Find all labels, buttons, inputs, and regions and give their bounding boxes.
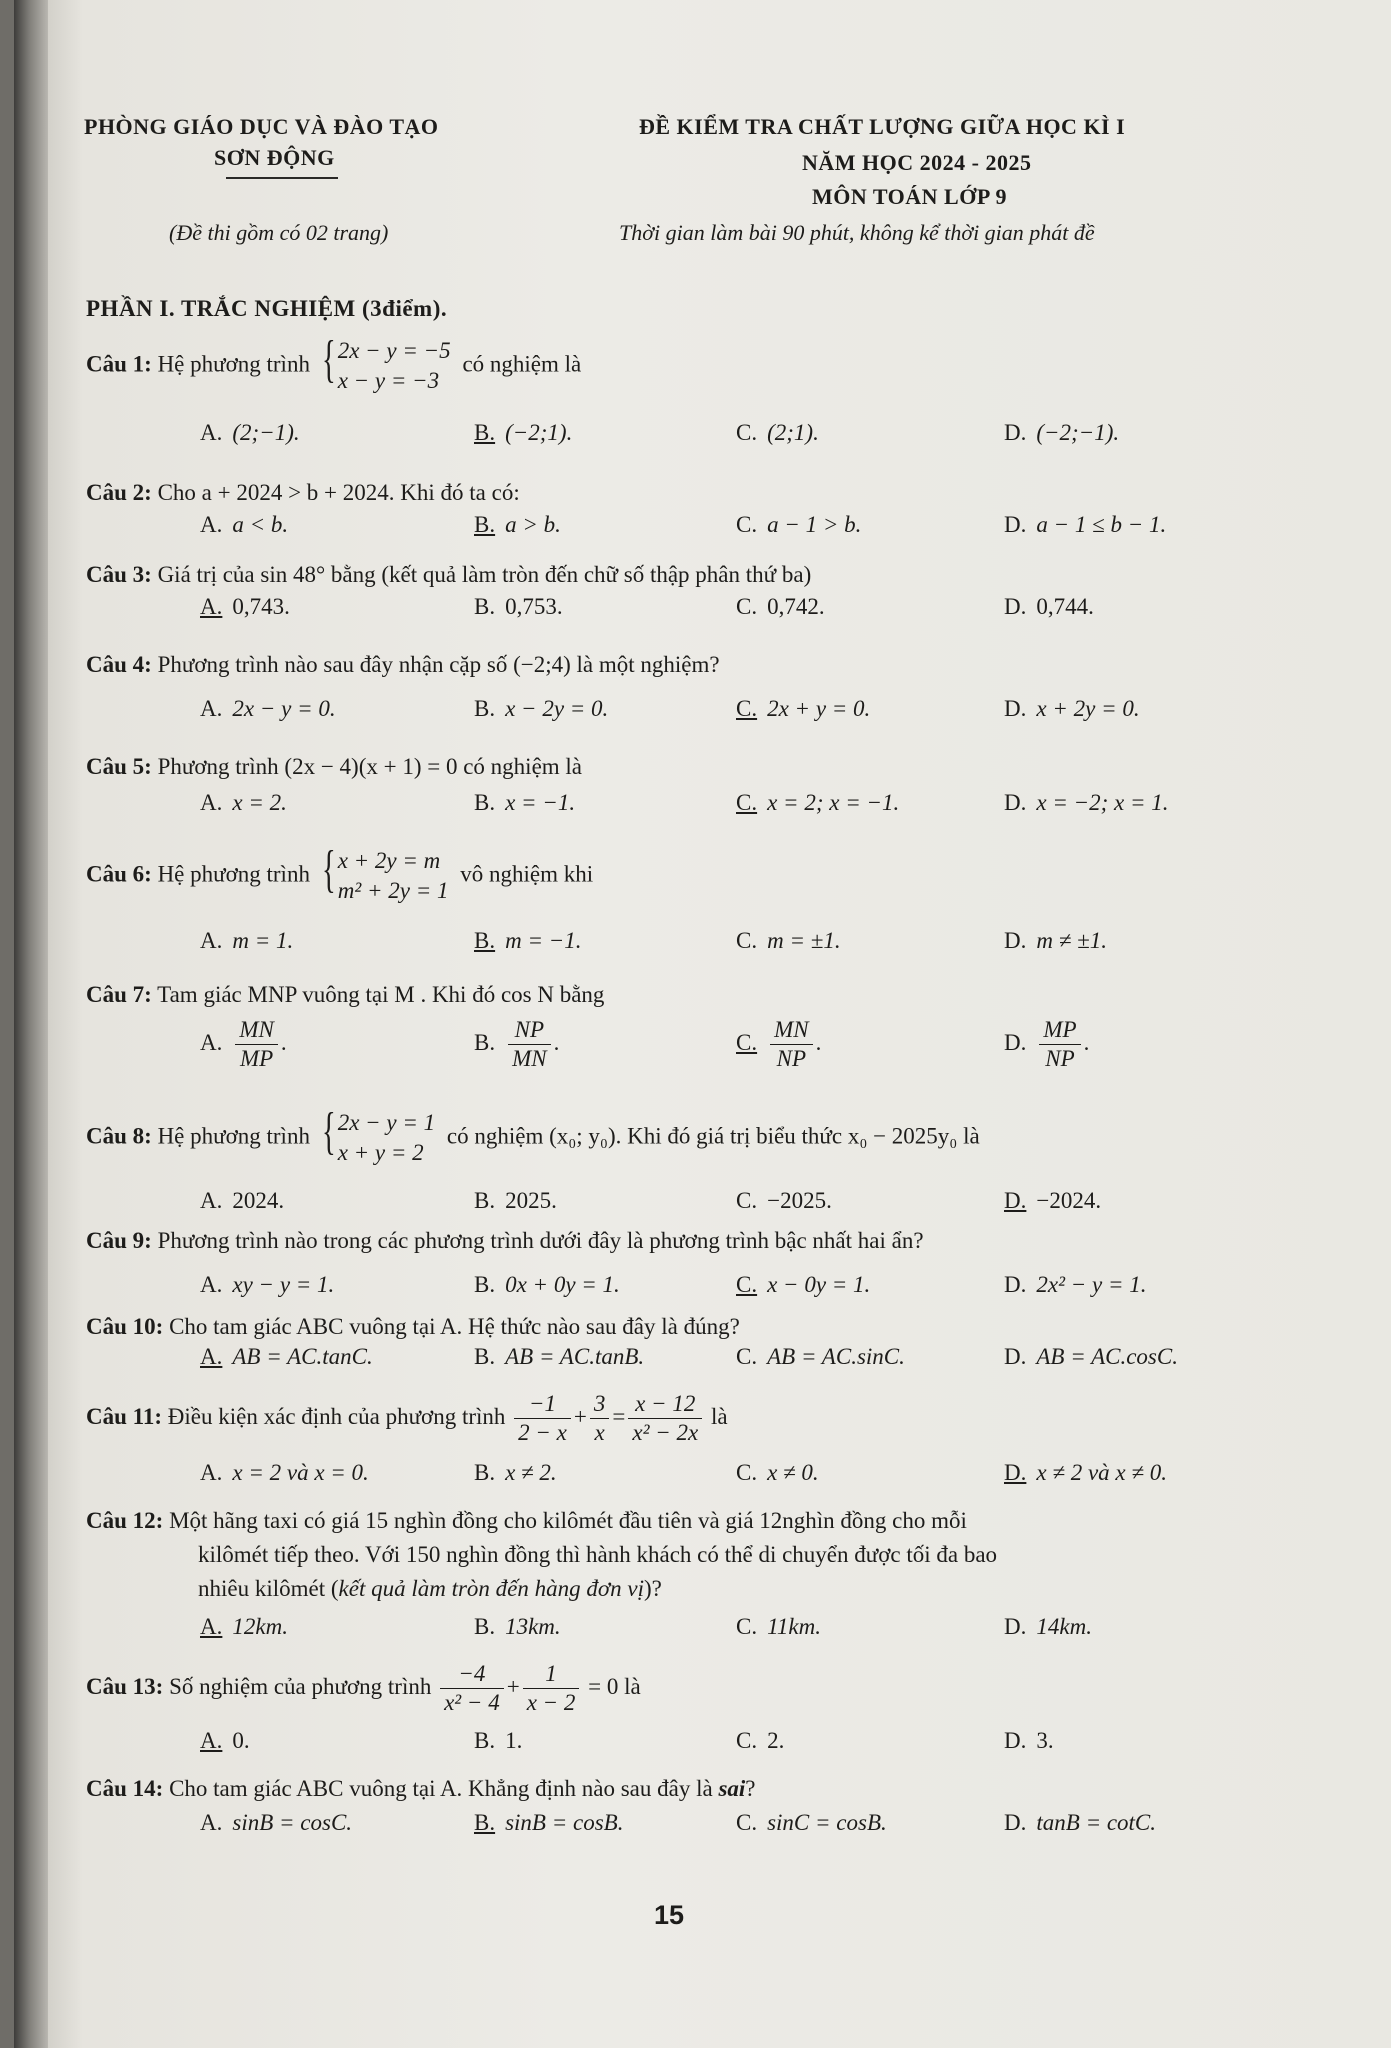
option-b: B. m = −1. <box>474 928 582 953</box>
options-14 <box>14 1810 1391 1844</box>
question-14: Câu 14: Cho tam giác ABC vuông tại A. Khẳng định nào sau đây là sai? <box>86 1776 756 1801</box>
equation-system: { x + 2y = m m² + 2y = 1 <box>321 841 449 903</box>
option-d: D. 14km. <box>1004 1614 1092 1639</box>
option-d: D. 2x² − y = 1. <box>1004 1272 1147 1297</box>
time-note: Thời gian làm bài 90 phút, không kể thời gian phát đề <box>619 220 1095 245</box>
question-4: Câu 4: Phương trình nào sau đây nhận cặp số (−2;4) là một nghiệm? <box>86 652 720 677</box>
option-b: B. $\frac{NP}{MN}$ . <box>474 1017 560 1071</box>
option-a: A. (2;−1). <box>200 420 300 445</box>
options-4 <box>14 696 1391 730</box>
exam-title: ĐỀ KIỂM TRA CHẤT LƯỢNG GIỮA HỌC KÌ I <box>639 114 1126 139</box>
option-a: A. x = 2 và x = 0. <box>200 1460 369 1485</box>
option-b: B. x − 2y = 0. <box>474 696 609 721</box>
options-13 <box>14 1728 1391 1762</box>
question-8: Câu 8: Hệ phương trình { 2x − y = 1 x + y = 2 có nghiệm (x₀; y₀). Khi đó giá trị biểu thức x₀ − 2025y₀ là <box>86 1108 1331 1168</box>
option-c: C. sinC = cosB. <box>736 1810 887 1835</box>
option-a: A. AB = AC.tanC. <box>200 1344 373 1369</box>
option-c: C. x = 2; x = −1. <box>736 790 900 815</box>
option-c: C. −2025. <box>736 1188 832 1213</box>
options-2 <box>14 512 1391 546</box>
option-d: D. a − 1 ≤ b − 1. <box>1004 512 1167 537</box>
option-a: A. sinB = cosC. <box>200 1810 353 1835</box>
school-year: NĂM HỌC 2024 - 2025 <box>802 150 1032 175</box>
option-b: B. x = −1. <box>474 790 576 815</box>
question-6: Câu 6: Hệ phương trình { x + 2y = m m² + 2y = 1 vô nghiệm khi <box>86 846 1331 906</box>
option-d: D. −2024. <box>1004 1188 1102 1213</box>
option-d: D. 0,744. <box>1004 594 1094 619</box>
options-11 <box>14 1460 1391 1494</box>
option-b: B. AB = AC.tanB. <box>474 1344 645 1369</box>
option-b: B. 2025. <box>474 1188 557 1213</box>
page-count-note: (Đề thi gồm có 02 trang) <box>169 220 389 245</box>
equation-system: { 2x − y = 1 x + y = 2 <box>321 1103 436 1165</box>
option-b: B. a > b. <box>474 512 561 537</box>
options-6 <box>14 928 1391 962</box>
option-b: B. (−2;1). <box>474 420 573 445</box>
option-d: D. AB = AC.cosC. <box>1004 1344 1178 1369</box>
option-c: C. 11km. <box>736 1614 821 1639</box>
section-title: PHẦN I. TRẮC NGHIỆM (3điểm). <box>86 296 448 321</box>
equation-system: { 2x − y = −5 x − y = −3 <box>321 331 451 393</box>
option-d: D. x ≠ 2 và x ≠ 0. <box>1004 1460 1167 1485</box>
question-1: Câu 1: Hệ phương trình { 2x − y = −5 x − y = −3 có nghiệm là <box>86 336 1331 396</box>
question-3: Câu 3: Giá trị của sin 48° bằng (kết quả làm tròn đến chữ số thập phân thứ ba) <box>86 562 812 587</box>
option-a: A. $\frac{MN}{MP}$ . <box>200 1017 287 1071</box>
option-b: B. x ≠ 2. <box>474 1460 557 1485</box>
option-b: B. sinB = cosB. <box>474 1810 624 1835</box>
option-a: A. 0. <box>200 1728 250 1753</box>
options-10 <box>14 1344 1391 1378</box>
option-d: D. x + 2y = 0. <box>1004 696 1140 721</box>
header-divider <box>226 177 338 179</box>
question-2: Câu 2: Cho a + 2024 > b + 2024. Khi đó ta có: <box>86 480 520 505</box>
option-d: D. (−2;−1). <box>1004 420 1120 445</box>
question-13: Câu 13: Số nghiệm của phương trình $\frac{-4}{\text{x² − 4}}$ + $\frac{1}{x - 2}$ = 0 là <box>86 1661 641 1715</box>
option-c: C. x ≠ 0. <box>736 1460 819 1485</box>
option-c: C. 0,742. <box>736 594 825 619</box>
option-c: C. m = ±1. <box>736 928 841 953</box>
options-5 <box>14 790 1391 824</box>
option-d: D. tanB = cotC. <box>1004 1810 1157 1835</box>
option-c: C. x − 0y = 1. <box>736 1272 871 1297</box>
options-3 <box>14 594 1391 628</box>
option-c: C. 2x + y = 0. <box>736 696 871 721</box>
option-c: C. AB = AC.sinC. <box>736 1344 905 1369</box>
option-a: A. 2024. <box>200 1188 285 1213</box>
options-9 <box>14 1272 1391 1306</box>
option-c: C. $\frac{MN}{NP}$ . <box>736 1017 822 1071</box>
question-7: Câu 7: Tam giác MNP vuông tại M . Khi đó cos N bằng <box>86 982 605 1007</box>
option-c: C. (2;1). <box>736 420 819 445</box>
question-11: Câu 11: Điều kiện xác định của phương trình $\frac{-1}{2 - x}$ + $\frac{3}{x}$ = $\frac{x - 12}{\text{x² − 2x}}$ là <box>86 1391 728 1445</box>
page-number: 15 <box>654 1900 685 1930</box>
option-c: C. a − 1 > b. <box>736 512 862 537</box>
option-d: D. x = −2; x = 1. <box>1004 790 1169 815</box>
option-b: B. 0,753. <box>474 594 563 619</box>
option-d: D. 3. <box>1004 1728 1054 1753</box>
option-a: A. m = 1. <box>200 928 294 953</box>
question-10: Câu 10: Cho tam giác ABC vuông tại A. Hệ thức nào sau đây là đúng? <box>86 1314 740 1339</box>
option-b: B. 13km. <box>474 1614 561 1639</box>
options-12 <box>14 1614 1391 1648</box>
question-5: Câu 5: Phương trình (2x − 4)(x + 1) = 0 có nghiệm là <box>86 754 583 779</box>
option-a: A. 2x − y = 0. <box>200 696 336 721</box>
dept-name: PHÒNG GIÁO DỤC VÀ ĐÀO TẠO <box>84 114 439 139</box>
option-c: C. 2. <box>736 1728 785 1753</box>
option-d: D. $\frac{MP}{NP}$ . <box>1004 1017 1090 1071</box>
district-name: SƠN ĐỘNG <box>214 145 335 170</box>
question-12: Câu 12: Một hãng taxi có giá 15 nghìn đồng cho kilômét đầu tiên và giá 12nghìn đồng cho mỗi kilômét tiếp theo. Với 150 nghìn đồng thì hành khách có thể di chuyển được tối đa bao nhiêu kilômét (kết quả làm tròn đến hàng đơn vị)? <box>86 1508 998 1601</box>
options-1 <box>14 420 1391 454</box>
option-a: A. a < b. <box>200 512 289 537</box>
options-7 <box>14 1016 1391 1086</box>
option-a: A. 0,743. <box>200 594 290 619</box>
option-b: B. 1. <box>474 1728 523 1753</box>
subject: MÔN TOÁN LỚP 9 <box>812 184 1008 209</box>
option-d: D. m ≠ ±1. <box>1004 928 1107 953</box>
options-8 <box>14 1188 1391 1222</box>
question-9: Câu 9: Phương trình nào trong các phương trình dưới đây là phương trình bậc nhất hai ẩn? <box>86 1228 924 1253</box>
option-b: B. 0x + 0y = 1. <box>474 1272 620 1297</box>
exam-page <box>14 0 1391 2048</box>
option-a: A. xy − y = 1. <box>200 1272 335 1297</box>
option-a: A. x = 2. <box>200 790 287 815</box>
option-a: A. 12km. <box>200 1614 288 1639</box>
